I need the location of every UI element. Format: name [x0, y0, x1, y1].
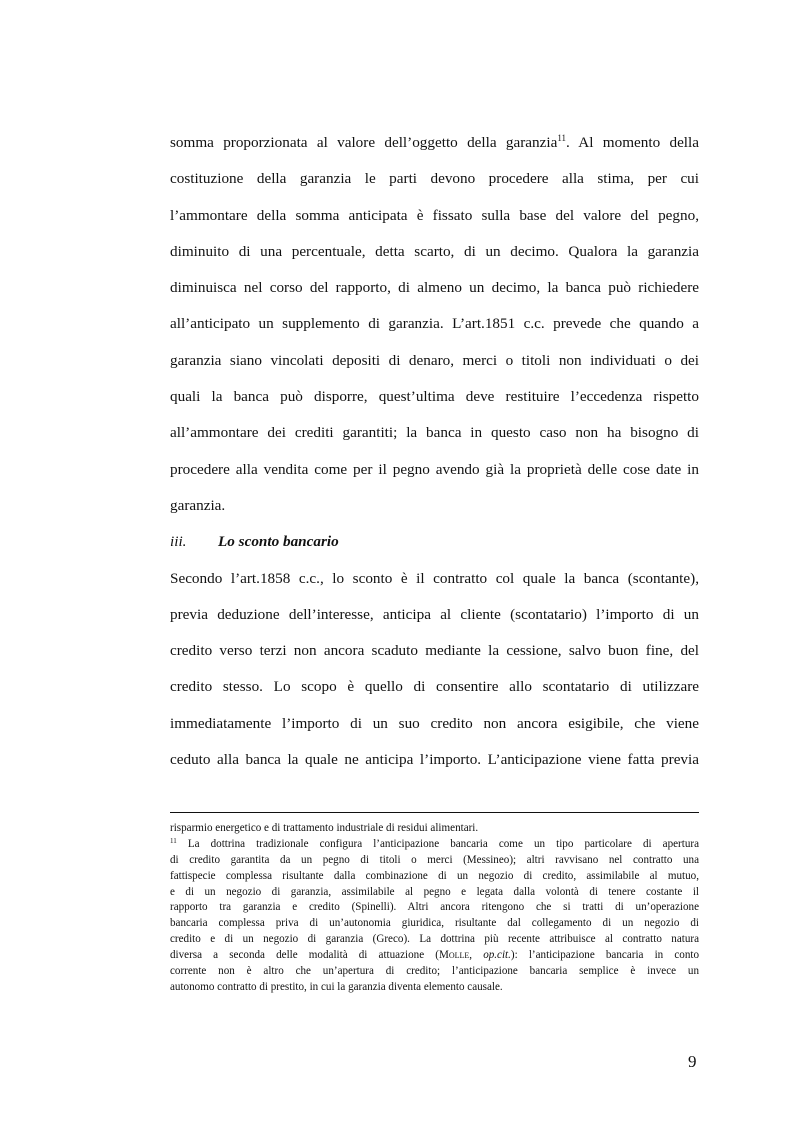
- paragraph-line: Secondo l’art.1858 c.c., lo sconto è il contratto col quale la banca (scontante),: [170, 569, 699, 587]
- cited-author: Molle: [438, 949, 470, 962]
- paragraph-line: credito verso terzi non ancora scaduto mediante la cessione, salvo buon fine, del: [170, 642, 699, 660]
- section-title: Lo sconto bancario: [218, 533, 339, 551]
- footnote-marker-11: 11: [170, 836, 177, 845]
- main-text: [170, 128, 699, 781]
- footnote-continuation: risparmio energetico e di trattamento industriale di residui alimentari.: [170, 822, 479, 834]
- paragraph-line: garanzia siano vincolati depositi di denaro, merci o titoli non individuati o dei: [170, 351, 699, 369]
- footnote-line: diversa a seconda delle modalità di attuazione (Molle, op.cit.): l’anticipazione bancaria in conto: [170, 949, 700, 962]
- footnote-line: credito e di un negozio di garanzia (Greco). La dottrina più recente attribuisce al contratto natura: [170, 933, 699, 946]
- paragraph-line: diminuito di una percentuale, detta scarto, di un decimo. Qualora la garanzia: [170, 242, 699, 260]
- footnotes: [170, 821, 699, 996]
- paragraph-line: somma proporzionata al valore dell’oggetto della garanzia$^{11}$. Al momento della: [170, 133, 699, 151]
- footnote-line: di credito garantita da un pegno di titoli o merci (Messineo); altri ravvisano nel contratto una: [170, 853, 699, 866]
- footnote-line: bancaria complessa priva di un’autonomia giuridica, risultante dal collegamento di un negozio di: [170, 917, 699, 930]
- section-number: iii.: [170, 533, 187, 551]
- paragraph-line: immediatamente l’importo di un suo credito non ancora esigibile, che viene: [170, 714, 699, 732]
- footnote-line: e di un negozio di garanzia, assimilabile al pegno e legata dalla volontà di tenere costante il: [170, 885, 699, 898]
- paragraph-line: l’ammontare della somma anticipata è fissato sulla base del valore del pegno,: [170, 206, 699, 224]
- paragraph-line: procedere alla vendita come per il pegno avendo già la proprietà delle cose date in: [170, 460, 699, 478]
- footnote-line: rapporto tra garanzia e credito (Spinelli). Altri ancora ritengono che si tratti di un’operazione: [170, 901, 699, 914]
- page-number: 9: [688, 1052, 697, 1071]
- paragraph-line: ceduto alla banca la quale ne anticipa l’importo. L’anticipazione viene fatta previa: [170, 751, 699, 769]
- section-heading: [170, 527, 699, 563]
- paragraph-line: all’ammontare dei crediti garantiti; la banca in questo caso non ha bisogno di: [170, 424, 699, 442]
- footnote-line: $^{11}$ La dottrina tradizionale configura l’anticipazione bancaria come un tipo particolare di apertura: [170, 836, 699, 850]
- cited-work: op.cit.: [483, 949, 511, 962]
- paragraph-line: quali la banca può disporre, quest’ultima deve restituire l’eccedenza rispetto: [170, 388, 699, 406]
- paragraph-line: garanzia.: [170, 496, 226, 514]
- paragraph-line: credito stesso. Lo scopo è quello di consentire allo scontatario di utilizzare: [170, 678, 699, 696]
- footnote-ref-11[interactable]: 11: [557, 133, 567, 143]
- footnote-line: corrente non è altro che un’apertura di credito; l’anticipazione bancaria semplice è invece un: [170, 965, 699, 978]
- footnote-line: fattispecie complessa risultante dalla combinazione di un negozio di credito, assimilabile al mutuo,: [170, 869, 699, 882]
- footnote-line: autonomo contratto di prestito, in cui la garanzia diventa elemento causale.: [170, 980, 503, 993]
- paragraph-line: diminuisca nel corso del rapporto, di almeno un decimo, la banca può richiedere: [170, 279, 699, 297]
- footnote-separator: [170, 812, 699, 813]
- paragraph-line: previa deduzione dell’interesse, anticipa al cliente (scontatario) l’importo di un: [170, 605, 699, 623]
- paragraph-line: costituzione della garanzia le parti devono procedere alla stima, per cui: [170, 170, 699, 188]
- paragraph-line: all’anticipato un supplemento di garanzia. L’art.1851 c.c. prevede che quando a: [170, 315, 699, 333]
